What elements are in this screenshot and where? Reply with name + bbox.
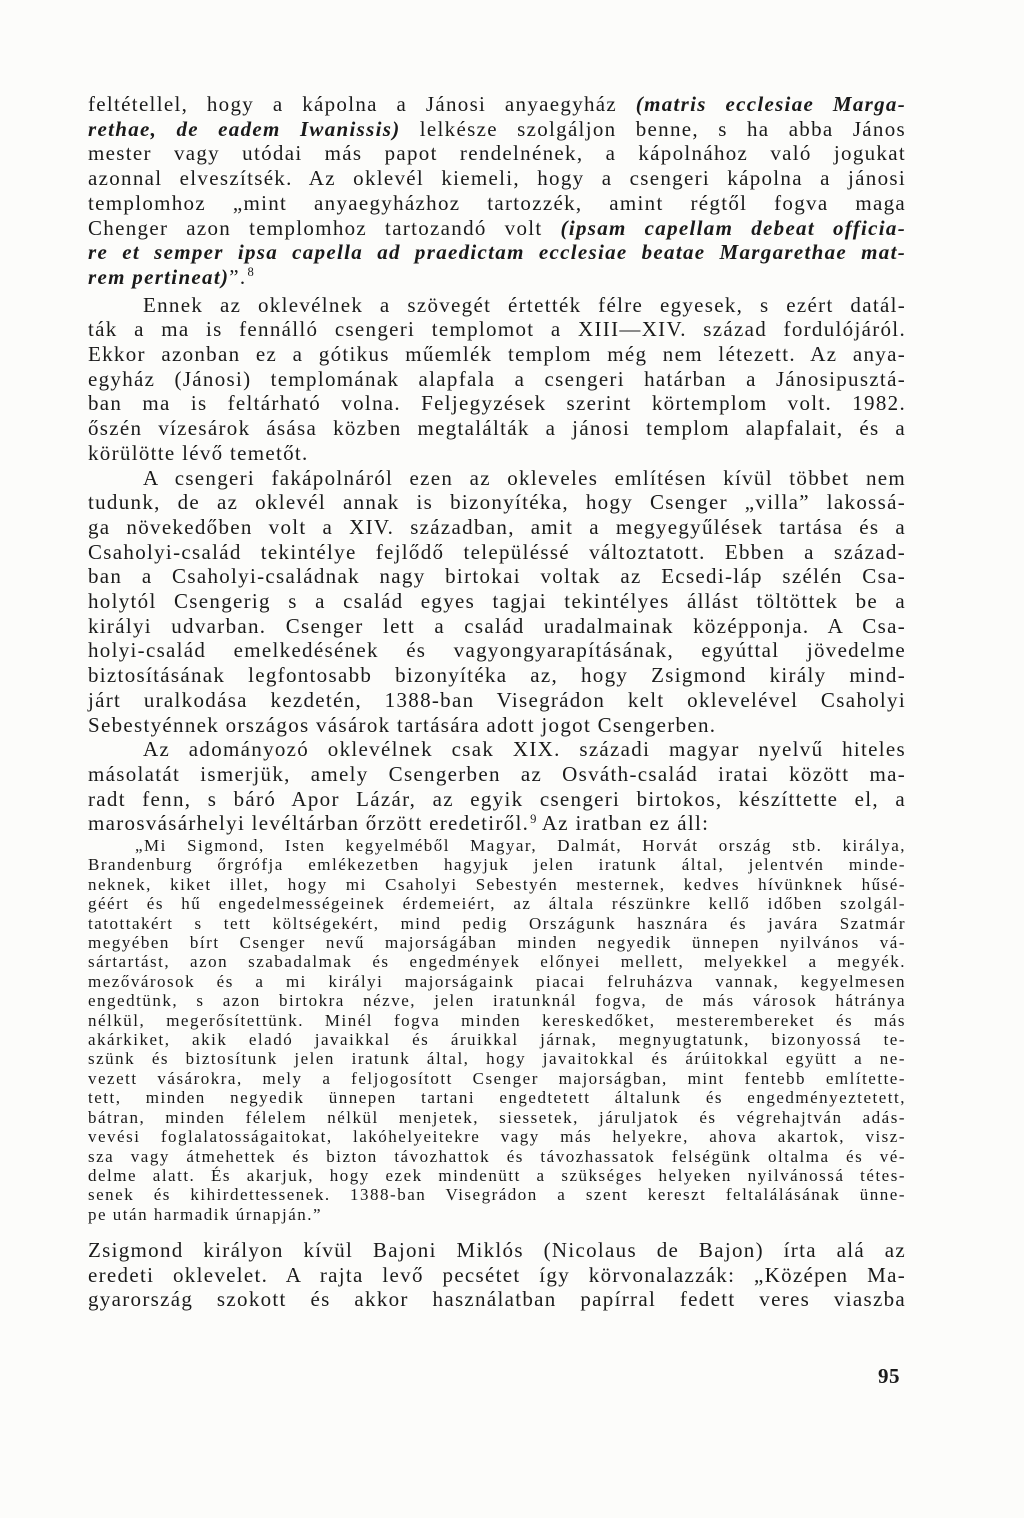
text-run: „Mi Sigmond, Isten kegyelméből Magyar, Dalmát, Horvát ország stb. királya, bbox=[135, 836, 906, 855]
text-run: neknek, kiket illet, hogy mi Csaholyi Sebestyén mesternek, kedves hívünknek hűsé- bbox=[88, 874, 906, 894]
text-line bbox=[88, 1147, 906, 1166]
text-line bbox=[88, 391, 906, 416]
paragraph bbox=[88, 1238, 906, 1312]
text-line bbox=[88, 688, 906, 713]
text-run: mezővárosok és a mi királyi majorságaink piacai felruházva vannak, kegyelmesen bbox=[88, 971, 906, 991]
text-line bbox=[88, 240, 906, 265]
text-line bbox=[88, 540, 906, 565]
text-run: Az iratban ez áll: bbox=[536, 811, 710, 836]
text-run: lelkésze szolgáljon benne, s ha abba János bbox=[400, 116, 906, 141]
text-line bbox=[88, 1166, 906, 1185]
text-line bbox=[88, 991, 906, 1010]
text-line bbox=[88, 1030, 906, 1049]
paragraph bbox=[88, 92, 906, 293]
latin-phrase: rethae, de eadem Iwanissis) bbox=[88, 116, 401, 141]
text-run: nélkül, megerősítettünk. Minél fogva minden kereskedőket, mesterembereket és más bbox=[88, 1010, 906, 1030]
latin-phrase: (matris ecclesiae Marga- bbox=[635, 92, 906, 116]
text-run: szünk és biztosítunk jelen iratunk által, hogy javaitokkal és árúitokkal együtt a ne- bbox=[88, 1049, 906, 1069]
text-run: vevési foglalatosságaitokat, lakóhelyeitekre vagy más helyekre, ahova akartok, visz- bbox=[88, 1127, 906, 1147]
final-paragraph bbox=[88, 1238, 906, 1312]
text-run: A csengeri fakápolnáról ezen az okleveles említésen kívül többet nem bbox=[143, 465, 906, 490]
text-run: gyarország szokott és akkor használatban papírral fedett veres viaszba bbox=[88, 1287, 906, 1312]
text-line bbox=[88, 317, 906, 342]
text-line bbox=[88, 933, 906, 952]
text-line bbox=[88, 737, 906, 762]
text-line bbox=[88, 1185, 906, 1204]
text-run: senek és kihirdettessenek. 1388-ban Visegrádon a szent kereszt feltalálásának ünne- bbox=[88, 1185, 906, 1205]
text-run: tudunk, de az oklevél annak is bizonyítéka, hogy Csenger „villa” lakossá- bbox=[88, 490, 906, 515]
text-line bbox=[88, 265, 906, 293]
text-run: azonnal elveszítsék. Az oklevél kiemeli, hogy a csengeri kápolna a jánosi bbox=[88, 166, 906, 191]
text-run: Ekkor azonban ez a gótikus műemlék templom még nem létezett. Az anya- bbox=[88, 342, 906, 367]
text-line bbox=[88, 92, 906, 117]
text-run: egyház (Jánosi) templomának alapfala a csengeri határban a Jánosipusztá- bbox=[88, 366, 906, 391]
text-run: bátran, minden félelem nélkül menjetek, siessetek, járuljatok és végrehajtván adás- bbox=[88, 1107, 906, 1127]
text-line bbox=[88, 811, 906, 839]
latin-phrase: re et semper ipsa capella ad praedictam ecclesiae beatae Margarethae mat- bbox=[88, 240, 906, 265]
text-run: templomhoz „mint anyaegyházhoz tartozzék, amint régtől fogva maga bbox=[88, 190, 906, 215]
text-line bbox=[88, 367, 906, 392]
text-run: feltétellel, hogy a kápolna a Jánosi anyaegyház bbox=[88, 92, 636, 116]
text-run: őszén vízesárok ásása közben megtalálták a jánosi templom alapfalait, és a bbox=[88, 416, 906, 441]
block-quote bbox=[88, 836, 906, 1224]
text-line bbox=[88, 1238, 906, 1263]
text-line bbox=[88, 855, 906, 874]
text-line bbox=[88, 490, 906, 515]
text-line bbox=[88, 952, 906, 971]
text-line bbox=[88, 972, 906, 991]
page-number: 95 bbox=[878, 1364, 900, 1388]
text-run: sártartást, azon szabadalmak és engedmények előnyei mellett, melyekkel a megyék. bbox=[88, 952, 906, 972]
text-run: biztosításának legfontosabb bizonyítéka az, hogy Zsigmond király mind- bbox=[88, 663, 906, 688]
text-line bbox=[88, 762, 906, 787]
text-run: vezett vásárokra, mely a feljogosított Csenger majorságban, mint fentebb említette- bbox=[88, 1068, 906, 1088]
quoted-charter-text bbox=[88, 836, 906, 1224]
text-run: engedtünk, s azon birtokra nézve, jelen iratunknál fogva, de más városok hátránya bbox=[88, 991, 906, 1011]
text-run: sza vagy átmehettek és bizton távozhattok és távozhassatok felségünk oltalma és vé- bbox=[88, 1146, 906, 1166]
text-run: Ennek az oklevélnek a szövegét értették félre egyesek, s ezért datál- bbox=[143, 292, 906, 317]
text-line bbox=[88, 894, 906, 913]
text-run: géért és hű engedelmességeinek érdemeiért, az általa részünkre kellő időben szolgál- bbox=[88, 894, 906, 914]
text-run: akárkiket, akik eladó javaikkal és áruikkal járnak, megnyugtatunk, bizonyossá te- bbox=[88, 1030, 906, 1050]
text-line bbox=[88, 216, 906, 241]
footnote-ref: 9 bbox=[530, 811, 537, 826]
text-line bbox=[88, 638, 906, 663]
text-run: tatottakért s tett költségekért, mind pedig Országunk hasznára és javára Szatmár bbox=[88, 913, 906, 933]
text-run: holyi-család emelkedésének és vagyongyarapításának, egyúttal jövedelme bbox=[88, 638, 906, 663]
text-line bbox=[88, 1205, 906, 1224]
text-run: ga növekedőben volt a XIV. században, amit a megyegyűlések tartása és a bbox=[88, 514, 906, 539]
text-line bbox=[88, 914, 906, 933]
text-line bbox=[88, 466, 906, 491]
text-run: eredeti oklevelet. A rajta levő pecsétet így körvonalazzák: „Középen Ma- bbox=[88, 1262, 906, 1287]
text-line bbox=[88, 1088, 906, 1107]
text-run: radt fenn, s báró Apor Lázár, az egyik csengeri birtokos, készíttette el, a bbox=[88, 786, 906, 811]
paragraph bbox=[88, 466, 906, 738]
text-run: Zsigmond királyon kívül Bajoni Miklós (Nicolaus de Bajon) írta alá az bbox=[88, 1238, 906, 1262]
text-line bbox=[88, 1069, 906, 1088]
text-run: másolatát ismerjük, amely Csengerben az Osváth-család iratai között ma- bbox=[88, 761, 906, 786]
text-line bbox=[88, 663, 906, 688]
text-run: marosvásárhelyi levéltárban őrzött eredetiről. bbox=[88, 811, 530, 836]
text-line bbox=[88, 117, 906, 142]
text-run: tett, minden negyedik ünnepen tartani engedtetett általunk és engedményeztetett, bbox=[88, 1088, 906, 1108]
text-line bbox=[88, 416, 906, 441]
paragraph bbox=[88, 293, 906, 466]
text-run: Csaholyi-család tekintélye fejlődő településsé változtatott. Ebben a század- bbox=[88, 539, 906, 564]
text-run: Az adományozó oklevélnek csak XIX. századi magyar nyelvű hiteles bbox=[143, 737, 906, 762]
text-run: holytól Csengerig s a család egyes tagjai tekintélyes állást töltöttek be a bbox=[88, 589, 906, 614]
text-line bbox=[88, 1287, 906, 1312]
text-run: Sebestyénnek országos vásárok tartására adott jogot Csengerben. bbox=[88, 712, 717, 737]
text-line bbox=[88, 293, 906, 318]
text-line bbox=[88, 441, 906, 466]
text-line bbox=[88, 836, 906, 855]
text-run: járt uralkodása kezdetén, 1388-ban Visegrádon kelt oklevelével Csaholyi bbox=[88, 687, 906, 712]
text-line bbox=[88, 875, 906, 894]
text-run: ”. bbox=[229, 264, 247, 289]
text-line bbox=[88, 787, 906, 812]
latin-phrase: rem pertineat) bbox=[88, 264, 230, 289]
text-line bbox=[88, 564, 906, 589]
text-line bbox=[88, 166, 906, 191]
text-line bbox=[88, 191, 906, 216]
text-line bbox=[88, 1127, 906, 1146]
latin-phrase: (ipsam capellam debeat officia- bbox=[560, 215, 906, 240]
text-run: ban a Csaholyi-családnak nagy birtokai voltak az Ecsedi-láp szélén Csa- bbox=[88, 564, 906, 589]
text-run: Chenger azon templomhoz tartozandó volt bbox=[88, 215, 561, 240]
text-line bbox=[88, 1108, 906, 1127]
text-line bbox=[88, 141, 906, 166]
text-line bbox=[88, 713, 906, 738]
text-line bbox=[88, 342, 906, 367]
footnote-ref: 8 bbox=[247, 265, 254, 280]
text-run: pe után harmadik úrnapján.” bbox=[88, 1204, 323, 1224]
text-line bbox=[88, 515, 906, 540]
text-run: ban ma is feltárható volna. Feljegyzések szerint körtemplom volt. 1982. bbox=[88, 391, 906, 416]
text-line bbox=[88, 1263, 906, 1288]
text-line bbox=[88, 1049, 906, 1068]
text-run: Brandenburg őrgrófja emlékezetben hagyjuk jelen iratunk által, jelentvén minde- bbox=[88, 855, 906, 875]
text-line bbox=[88, 589, 906, 614]
text-run: körülötte lévő temetőt. bbox=[88, 440, 309, 465]
text-run: delme alatt. És akarjuk, hogy ezek mindenütt a szükséges helyeken nyilvánossá tétes- bbox=[88, 1165, 906, 1185]
main-text bbox=[88, 92, 906, 839]
text-line bbox=[88, 614, 906, 639]
text-run: mester vagy utódai más papot rendelnének, a kápolnához való jogukat bbox=[88, 141, 906, 166]
text-run: ták a ma is fennálló csengeri templomot a XIII—XIV. század fordulójáról. bbox=[88, 317, 906, 342]
text-run: megyében bírt Csenger nevű majorságában minden negyedik ünnepen nyilvános vá- bbox=[88, 933, 906, 953]
text-line bbox=[88, 1011, 906, 1030]
text-run: királyi udvarban. Csenger lett a család uradalmainak középponja. A Csa- bbox=[88, 613, 906, 638]
paragraph bbox=[88, 737, 906, 839]
